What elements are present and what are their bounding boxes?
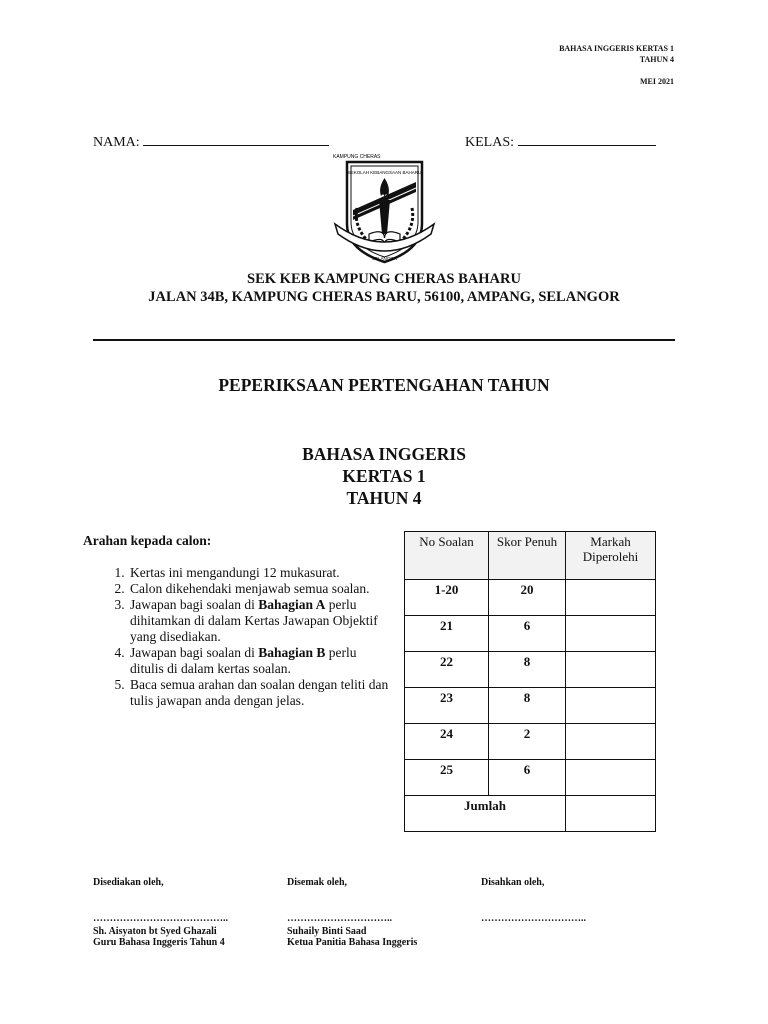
signature-role: Guru Bahasa Inggeris Tahun 4 [93, 937, 225, 948]
header-full-score: Skor Penuh [489, 532, 566, 580]
cell-full-score: 8 [489, 652, 566, 688]
class-field[interactable] [465, 131, 656, 151]
instruction-text: perlu ditulis di dalam kertas soalan. [130, 645, 357, 676]
instruction-item [128, 597, 393, 645]
signature-line[interactable]: ………………………….. [481, 913, 586, 924]
exam-title: PEPERIKSAAN PERTENGAHAN TAHUN [218, 375, 550, 395]
instruction-item: 5. Baca semua arahan dan soalan dengan teliti dan tulis jawapan anda dengan jelas. [128, 677, 393, 709]
instruction-text: Jawapan bagi soalan di [130, 597, 259, 612]
name-label: NAMA: [93, 135, 140, 150]
signature-line[interactable]: ………………………………….. [93, 913, 228, 924]
cell-full-score: 2 [489, 724, 566, 760]
signature-label: Disediakan oleh, [93, 877, 164, 888]
instruction-text: Jawapan bagi soalan di [130, 645, 259, 660]
header-question: No Soalan [405, 532, 489, 580]
cell-question: 22 [405, 652, 489, 688]
header-year: TAHUN 4 [639, 55, 674, 64]
table-row [405, 616, 656, 652]
signature-role: Ketua Panitia Bahasa Inggeris [287, 937, 418, 948]
cell-full-score: 8 [489, 688, 566, 724]
signature-approved [481, 877, 661, 926]
exam-year: TAHUN 4 [346, 488, 422, 508]
table-row [405, 724, 656, 760]
cell-obtained[interactable] [566, 688, 656, 724]
signature-label: Disahkan oleh, [481, 877, 545, 888]
cell-obtained[interactable] [566, 724, 656, 760]
cell-total[interactable] [566, 796, 656, 832]
header-subject-paper: BAHASA INGGERIS KERTAS 1 [559, 44, 674, 53]
cell-obtained[interactable] [566, 652, 656, 688]
total-label: Jumlah [405, 796, 566, 832]
instruction-item: 2. Calon dikehendaki menjawab semua soalan. [128, 581, 393, 597]
instruction-bold: Bahagian A [258, 597, 326, 612]
exam-paper: KERTAS 1 [342, 466, 426, 486]
cell-question: 21 [405, 616, 489, 652]
cell-obtained[interactable] [566, 760, 656, 796]
divider-line [93, 339, 675, 341]
school-logo [333, 154, 436, 268]
logo-bottom-text: SELANGOR [371, 256, 398, 261]
signature-name: Suhaily Binti Saad [287, 926, 367, 937]
cell-full-score: 6 [489, 616, 566, 652]
signature-prepared [93, 877, 273, 948]
header-block [559, 43, 674, 87]
cell-obtained[interactable] [566, 580, 656, 616]
marks-table [404, 531, 656, 832]
table-total-row [405, 796, 656, 832]
signature-label: Disemak oleh, [287, 877, 347, 888]
instructions-list [83, 565, 393, 709]
signature-name: Sh. Aisyaton bt Syed Ghazali [93, 926, 217, 937]
exam-subject: BAHASA INGGERIS [302, 444, 466, 464]
cell-question: 25 [405, 760, 489, 796]
cell-question: 24 [405, 724, 489, 760]
table-row [405, 652, 656, 688]
logo-band-text: KAMPUNG CHERAS [333, 154, 381, 160]
logo-top-text: SEKOLAH KEBANGSAAN BAHARU [347, 170, 422, 175]
class-label: KELAS: [465, 135, 514, 150]
instruction-item [128, 645, 393, 677]
cell-full-score: 20 [489, 580, 566, 616]
instruction-bold: Bahagian B [258, 645, 326, 660]
cell-full-score: 6 [489, 760, 566, 796]
name-field[interactable] [93, 131, 329, 151]
instruction-text: perlu dihitamkan di dalam Kertas Jawapan Objektif yang disediakan. [130, 597, 378, 644]
instructions-heading: Arahan kepada calon: [83, 533, 212, 548]
signature-line[interactable]: ………………………….. [287, 913, 392, 924]
signature-checked [287, 877, 467, 948]
table-row [405, 580, 656, 616]
header-obtained: Markah Diperolehi [566, 532, 656, 580]
instruction-item: 1. Kertas ini mengandungi 12 mukasurat. [128, 565, 393, 581]
header-date: MEI 2021 [640, 77, 674, 86]
class-line[interactable] [518, 131, 656, 146]
cell-question: 1-20 [405, 580, 489, 616]
table-header-row [405, 532, 656, 580]
school-address: JALAN 34B, KAMPUNG CHERAS BARU, 56100, AMPANG, SELANGOR [148, 289, 620, 305]
cell-obtained[interactable] [566, 616, 656, 652]
table-row [405, 688, 656, 724]
school-name: SEK KEB KAMPUNG CHERAS BAHARU [247, 271, 521, 287]
instructions [83, 533, 393, 709]
cell-question: 23 [405, 688, 489, 724]
name-line[interactable] [143, 131, 329, 146]
table-row [405, 760, 656, 796]
